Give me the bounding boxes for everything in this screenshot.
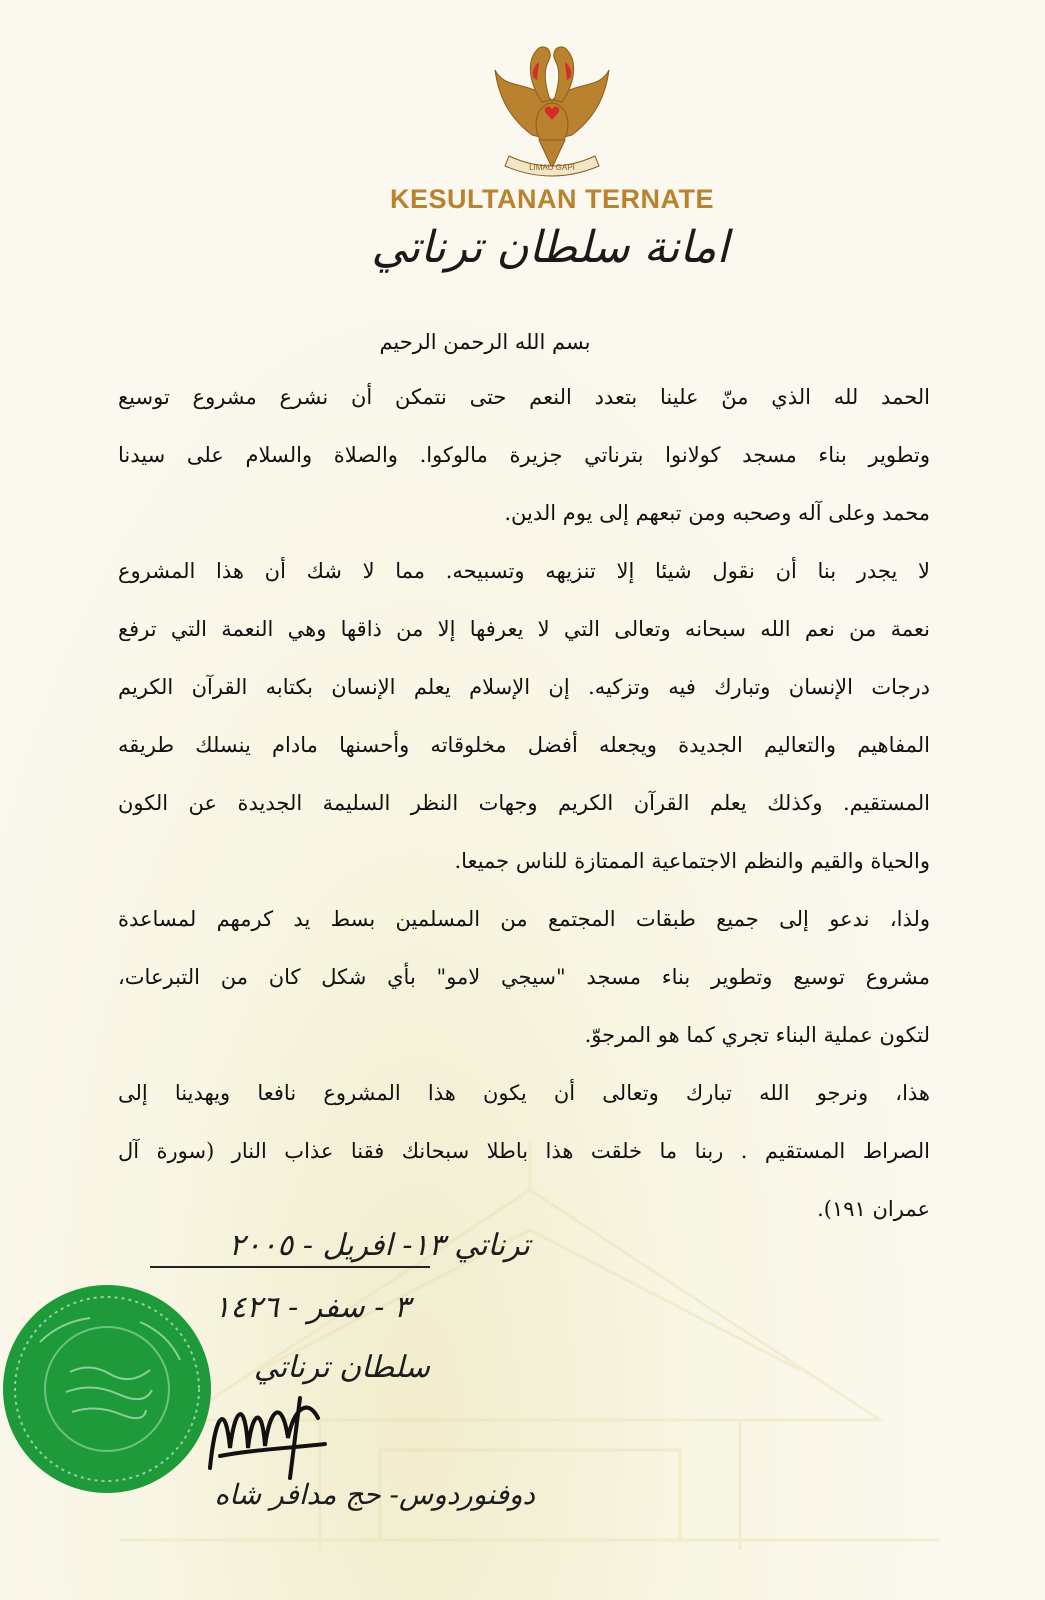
green-sultanate-seal [0,1282,215,1497]
paragraph-1 [118,368,930,542]
body-line: لتكون عملية البناء تجري كما هو المرجوّ. [584,1023,930,1047]
date-hijri: ٣ - سفر - ١٤٢٦ [214,1290,410,1325]
letter-body [118,368,930,1238]
body-line: درجات الإنسان وتبارك فيه وتزكيه. إن الإسلام يعلم الإنسان بكتابه القرآن الكريم [118,675,930,699]
paragraph-2 [118,542,930,890]
signatory-name: دوفنوردوس- حج مدافر شاه [214,1478,535,1511]
body-line: هذا، ونرجو الله تبارك وتعالى أن يكون هذا المشروع نافعا ويهدينا إلى [118,1081,930,1105]
body-line: الصراط المستقيم . ربنا ما خلقت هذا باطلا سبحانك فقنا عذاب النار (سورة آل [118,1139,930,1163]
double-eagle-crest-logo [487,40,617,180]
letter-heading: امانة سلطان ترناتي [371,222,729,273]
body-line: محمد وعلى آله وصحبه ومن تبعهم إلى يوم الدين. [504,501,930,525]
body-line: عمران ١٩١). [817,1197,930,1221]
body-line: وتطوير بناء مسجد كولانوا بترناتي جزيرة مالوكوا. والصلاة والسلام على سيدنا [118,443,930,467]
place-date-gregorian: ترناتي ١٣- افريل - ٢٠٠٥ [228,1228,530,1263]
body-line: الحمد لله الذي منّ علينا بتعدد النعم حتى نتمكن أن نشرع مشروع توسيع [118,385,930,409]
body-line: لا يجدر بنا أن نقول شيئا إلا تنزيهه وتسبيحه. مما لا شك أن هذا المشروع [118,559,930,583]
paragraph-4 [118,1064,930,1238]
basmala: بسم الله الرحمن الرحيم [379,330,591,354]
body-line: مشروع توسيع وتطوير بناء مسجد "سيجي لامو" بأي شكل كان من التبرعات، [118,965,930,989]
signatory-title: سلطان ترناتي [253,1350,430,1385]
handwritten-signature [190,1378,340,1488]
crest-ribbon-text: LIMAU GAPI [529,163,575,172]
institution-name: KESULTANAN TERNATE [390,184,714,214]
body-line: نعمة من نعم الله سبحانه وتعالى التي لا يعرفها إلا من ذاقها وهي النعمة التي ترفع [118,617,930,641]
body-line: المستقيم. وكذلك يعلم القرآن الكريم وجهات النظر السليمة الجديدة عن الكون [118,791,930,815]
body-line: والحياة والقيم والنظم الاجتماعية الممتازة للناس جميعا. [454,849,930,873]
body-line: المفاهيم والتعاليم الجديدة ويجعله أفضل مخلوقاته وأحسنها مادام ينسلك طريقه [118,733,930,757]
paragraph-3 [118,890,930,1064]
date-underline [150,1266,430,1268]
body-line: ولذا، ندعو إلى جميع طبقات المجتمع من المسلمين بسط يد كرمهم لمساعدة [118,907,930,931]
